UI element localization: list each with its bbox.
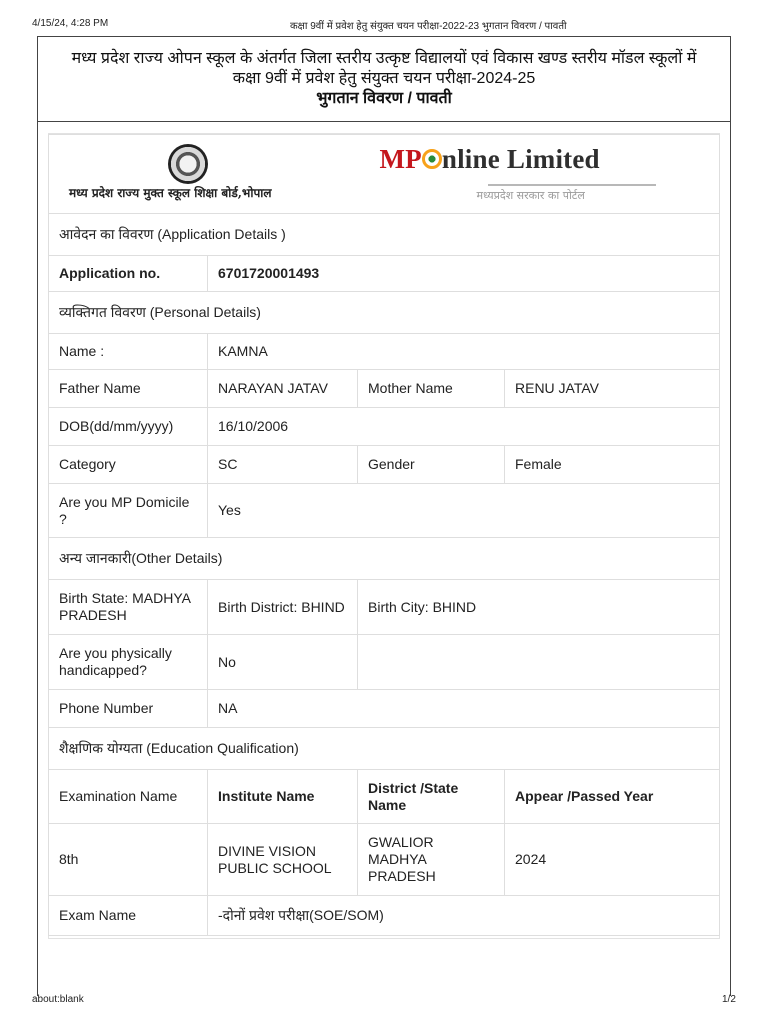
education-header-row xyxy=(49,770,720,824)
col-appear-passed-year: Appear /Passed Year xyxy=(505,770,720,824)
section-row-other xyxy=(49,538,720,580)
handicapped-label: Are you physically handicapped? xyxy=(49,635,208,690)
table-row xyxy=(49,580,720,635)
logo-row xyxy=(49,135,720,214)
section-title-personal: व्यक्तिगत विवरण (Personal Details) xyxy=(49,292,720,334)
mponline-logo: MP nline Limited xyxy=(379,144,600,174)
passed-year-value: 2024 xyxy=(505,824,720,896)
board-emblem-icon xyxy=(168,144,208,184)
application-no-value: 6701720001493 xyxy=(208,256,720,292)
birth-district: Birth District: BHIND xyxy=(208,580,358,635)
father-name-value: NARAYAN JATAV xyxy=(208,370,358,408)
section-row-application xyxy=(49,214,720,256)
gender-label: Gender xyxy=(358,446,505,484)
mponline-logo-cell xyxy=(358,135,720,214)
table-row xyxy=(49,896,720,936)
print-page-number: 1/2 xyxy=(722,994,736,1005)
name-label: Name : xyxy=(49,334,208,370)
title-line-3: भुगतान विवरण / पावती xyxy=(316,90,452,107)
application-no-label: Application no. xyxy=(49,256,208,292)
domicile-value: Yes xyxy=(208,484,720,538)
col-examination-name: Examination Name xyxy=(49,770,208,824)
print-datetime: 4/15/24, 4:28 PM xyxy=(32,18,109,29)
title-line-1: मध्य प्रदेश राज्य ओपन स्कूल के अंतर्गत जिला स्तरीय उत्कृष्ट विद्यालयों एवं विकास खण्ड स्तरीय मॉडल स्कूलों में xyxy=(71,50,697,67)
gender-value: Female xyxy=(505,446,720,484)
table-row xyxy=(49,446,720,484)
education-row xyxy=(49,824,720,896)
section-row-personal xyxy=(49,292,720,334)
section-title-other: अन्य जानकारी(Other Details) xyxy=(49,538,720,580)
title-line-2: कक्षा 9वीं में प्रवेश हेतु संयुक्त चयन परीक्षा-2024-25 xyxy=(232,70,536,87)
phone-value: NA xyxy=(208,690,720,728)
mother-name-label: Mother Name xyxy=(358,370,505,408)
name-value: KAMNA xyxy=(208,334,720,370)
table-row xyxy=(49,370,720,408)
category-value: SC xyxy=(208,446,358,484)
section-row-education xyxy=(49,728,720,770)
father-name-label: Father Name xyxy=(49,370,208,408)
exam-name-label: Exam Name xyxy=(49,896,208,936)
dob-label: DOB(dd/mm/yyyy) xyxy=(49,408,208,446)
exam-name-value: -दोनों प्रवेश परीक्षा(SOE/SOM) xyxy=(208,896,720,936)
col-district-state-name: District /State Name xyxy=(358,770,505,824)
application-details-table xyxy=(48,134,720,936)
mponline-o-icon xyxy=(422,149,442,169)
district-state-value: GWALIOR MADHYA PRADESH xyxy=(358,824,505,896)
phone-label: Phone Number xyxy=(49,690,208,728)
dob-value: 16/10/2006 xyxy=(208,408,720,446)
board-logo-cell xyxy=(49,135,358,214)
section-title-application: आवेदन का विवरण (Application Details ) xyxy=(49,214,720,256)
table-row xyxy=(49,635,720,690)
birth-state: Birth State: MADHYA PRADESH xyxy=(49,580,208,635)
mponline-tagline-rule xyxy=(488,184,656,186)
birth-city: Birth City: BHIND xyxy=(358,580,720,635)
document-title-block xyxy=(38,37,730,122)
board-name: मध्य प्रदेश राज्य मुक्त स्कूल शिक्षा बोर्ड,भोपाल xyxy=(69,186,272,200)
section-title-education: शैक्षणिक योग्यता (Education Qualification) xyxy=(49,728,720,770)
examination-name-value: 8th xyxy=(49,824,208,896)
handicapped-value: No xyxy=(208,635,358,690)
domicile-label: Are you MP Domicile ? xyxy=(49,484,208,538)
mponline-subtitle: मध्यप्रदेश सरकार का पोर्टल xyxy=(476,189,585,202)
category-label: Category xyxy=(49,446,208,484)
table-row xyxy=(49,408,720,446)
print-url: about:blank xyxy=(32,994,84,1005)
table-row xyxy=(49,690,720,728)
mother-name-value: RENU JATAV xyxy=(505,370,720,408)
table-row xyxy=(49,484,720,538)
empty-cell xyxy=(358,635,720,690)
table-row xyxy=(49,334,720,370)
print-document-title: कक्षा 9वीं में प्रवेश हेतु संयुक्त चयन परीक्षा-2022-23 भुगतान विवरण / पावती xyxy=(290,21,567,32)
col-institute-name: Institute Name xyxy=(208,770,358,824)
table-row xyxy=(49,256,720,292)
institute-name-value: DIVINE VISION PUBLIC SCHOOL xyxy=(208,824,358,896)
